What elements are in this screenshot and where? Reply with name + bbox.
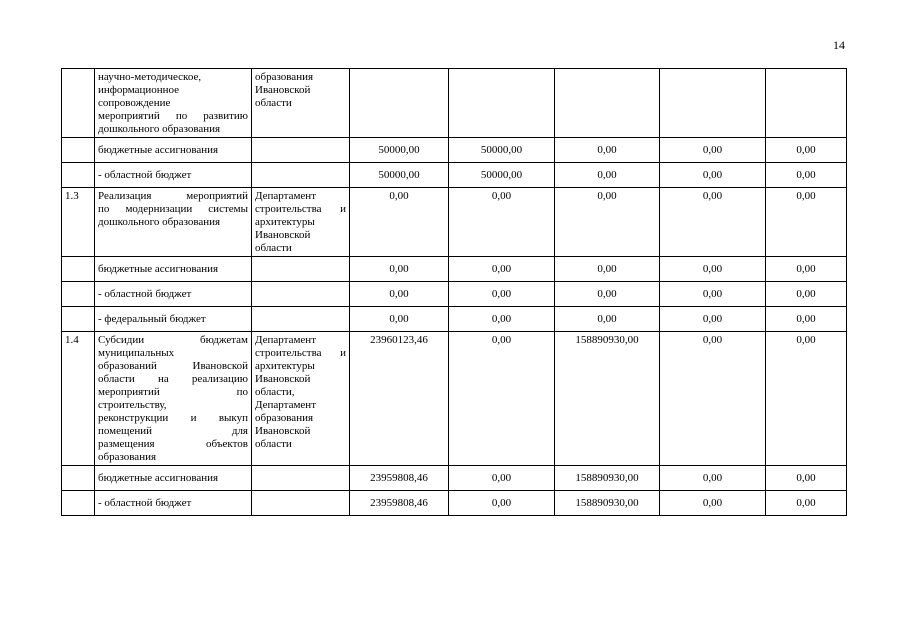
executor-line: области	[255, 242, 292, 254]
amount-cell-2: 0,00	[449, 466, 555, 491]
amount-cell-3: 0,00	[555, 257, 660, 282]
activity-name-cell	[95, 69, 252, 138]
amount-cell-5: 0,00	[766, 163, 847, 188]
amount-cell-2	[449, 69, 555, 138]
amount-cell-3: 0,00	[555, 307, 660, 332]
executor-line: области	[255, 97, 292, 109]
executor-line: строительства и	[255, 203, 346, 215]
budget-table	[61, 68, 847, 516]
executor-cell	[252, 163, 350, 188]
activity-name-cell: бюджетные ассигнования	[95, 466, 252, 491]
executor-line: строительства и	[255, 347, 346, 359]
amount-cell-5: 0,00	[766, 332, 847, 466]
table-row	[62, 282, 847, 307]
table-row	[62, 466, 847, 491]
amount-cell-3: 158890930,00	[555, 491, 660, 516]
executor-line: образования	[255, 71, 314, 83]
table-row	[62, 332, 847, 466]
amount-cell-1: 23959808,46	[350, 466, 449, 491]
executor-cell	[252, 307, 350, 332]
amount-cell-2: 50000,00	[449, 163, 555, 188]
executor-line: Департамент	[255, 334, 317, 346]
amount-cell-3: 0,00	[555, 188, 660, 257]
activity-name-cell: бюджетные ассигнования	[95, 138, 252, 163]
amount-cell-2: 0,00	[449, 491, 555, 516]
row-number-cell	[62, 163, 95, 188]
table-row	[62, 188, 847, 257]
amount-cell-2: 0,00	[449, 188, 555, 257]
amount-cell-2: 0,00	[449, 332, 555, 466]
activity-name-cell: бюджетные ассигнования	[95, 257, 252, 282]
amount-cell-4: 0,00	[660, 332, 766, 466]
table-row	[62, 138, 847, 163]
table-row	[62, 257, 847, 282]
amount-cell-1: 23959808,46	[350, 491, 449, 516]
executor-cell	[252, 332, 350, 466]
row-number-cell	[62, 138, 95, 163]
amount-cell-3: 0,00	[555, 163, 660, 188]
amount-cell-5: 0,00	[766, 307, 847, 332]
amount-cell-1: 50000,00	[350, 163, 449, 188]
executor-line: Ивановской	[255, 373, 311, 385]
activity-name-line: Реализация мероприятий	[98, 190, 248, 202]
amount-cell-1: 0,00	[350, 282, 449, 307]
table-body	[62, 69, 847, 516]
amount-cell-5	[766, 69, 847, 138]
table-row	[62, 491, 847, 516]
executor-line: архитектуры	[255, 360, 315, 372]
activity-name-line: образования	[98, 451, 157, 463]
amount-cell-5: 0,00	[766, 188, 847, 257]
executor-cell	[252, 138, 350, 163]
executor-cell	[252, 282, 350, 307]
executor-line: области,	[255, 386, 295, 398]
row-number-cell: 1.4	[62, 332, 95, 466]
activity-name-cell: - областной бюджет	[95, 163, 252, 188]
activity-name-line: строительству,	[98, 399, 167, 411]
amount-cell-1: 23960123,46	[350, 332, 449, 466]
amount-cell-4: 0,00	[660, 163, 766, 188]
row-number-cell	[62, 257, 95, 282]
activity-name-line: по модернизации системы	[98, 203, 248, 215]
activity-name-cell: - федеральный бюджет	[95, 307, 252, 332]
activity-name-cell	[95, 188, 252, 257]
executor-cell	[252, 188, 350, 257]
executor-line: Департамент	[255, 399, 317, 411]
executor-cell	[252, 466, 350, 491]
amount-cell-4: 0,00	[660, 491, 766, 516]
activity-name-line: реконструкции и выкуп	[98, 412, 248, 424]
table-row	[62, 307, 847, 332]
amount-cell-2: 0,00	[449, 282, 555, 307]
executor-line: Департамент	[255, 190, 317, 202]
amount-cell-3	[555, 69, 660, 138]
executor-line: Ивановской	[255, 84, 311, 96]
activity-name-line: области на реализацию	[98, 373, 248, 385]
row-number-cell: 1.3	[62, 188, 95, 257]
amount-cell-4: 0,00	[660, 188, 766, 257]
amount-cell-1: 0,00	[350, 257, 449, 282]
activity-name-line: научно-методическое,	[98, 71, 202, 83]
amount-cell-3: 0,00	[555, 138, 660, 163]
amount-cell-4	[660, 69, 766, 138]
activity-name-line: информационное	[98, 84, 180, 96]
activity-name-line: помещений для	[98, 425, 248, 437]
amount-cell-4: 0,00	[660, 138, 766, 163]
activity-name-line: сопровождение	[98, 97, 171, 109]
amount-cell-4: 0,00	[660, 282, 766, 307]
executor-cell	[252, 257, 350, 282]
activity-name-line: Субсидии бюджетам	[98, 334, 248, 346]
amount-cell-5: 0,00	[766, 282, 847, 307]
activity-name-cell: - областной бюджет	[95, 282, 252, 307]
table-row	[62, 69, 847, 138]
executor-line: области	[255, 438, 292, 450]
executor-cell	[252, 491, 350, 516]
executor-cell	[252, 69, 350, 138]
amount-cell-1	[350, 69, 449, 138]
amount-cell-1: 0,00	[350, 188, 449, 257]
amount-cell-3: 158890930,00	[555, 332, 660, 466]
amount-cell-5: 0,00	[766, 257, 847, 282]
activity-name-cell	[95, 332, 252, 466]
activity-name-line: образований Ивановской	[98, 360, 248, 372]
activity-name-line: муниципальных	[98, 347, 175, 359]
page-number: 14	[833, 38, 845, 52]
row-number-cell	[62, 69, 95, 138]
amount-cell-4: 0,00	[660, 257, 766, 282]
amount-cell-3: 158890930,00	[555, 466, 660, 491]
row-number-cell	[62, 282, 95, 307]
amount-cell-2: 0,00	[449, 307, 555, 332]
amount-cell-1: 0,00	[350, 307, 449, 332]
amount-cell-4: 0,00	[660, 466, 766, 491]
row-number-cell	[62, 491, 95, 516]
amount-cell-3: 0,00	[555, 282, 660, 307]
amount-cell-2: 0,00	[449, 257, 555, 282]
amount-cell-4: 0,00	[660, 307, 766, 332]
activity-name-line: мероприятий по развитию	[98, 110, 248, 122]
executor-line: Ивановской	[255, 229, 311, 241]
table-row	[62, 163, 847, 188]
row-number-cell	[62, 307, 95, 332]
activity-name-line: размещения объектов	[98, 438, 248, 450]
amount-cell-5: 0,00	[766, 138, 847, 163]
activity-name-line: мероприятий по	[98, 386, 248, 398]
activity-name-cell: - областной бюджет	[95, 491, 252, 516]
executor-line: образования	[255, 412, 314, 424]
executor-line: Ивановской	[255, 425, 311, 437]
row-number-cell	[62, 466, 95, 491]
executor-line: архитектуры	[255, 216, 315, 228]
amount-cell-5: 0,00	[766, 491, 847, 516]
activity-name-line: дошкольного образования	[98, 216, 221, 228]
amount-cell-5: 0,00	[766, 466, 847, 491]
amount-cell-2: 50000,00	[449, 138, 555, 163]
activity-name-line: дошкольного образования	[98, 123, 221, 135]
amount-cell-1: 50000,00	[350, 138, 449, 163]
